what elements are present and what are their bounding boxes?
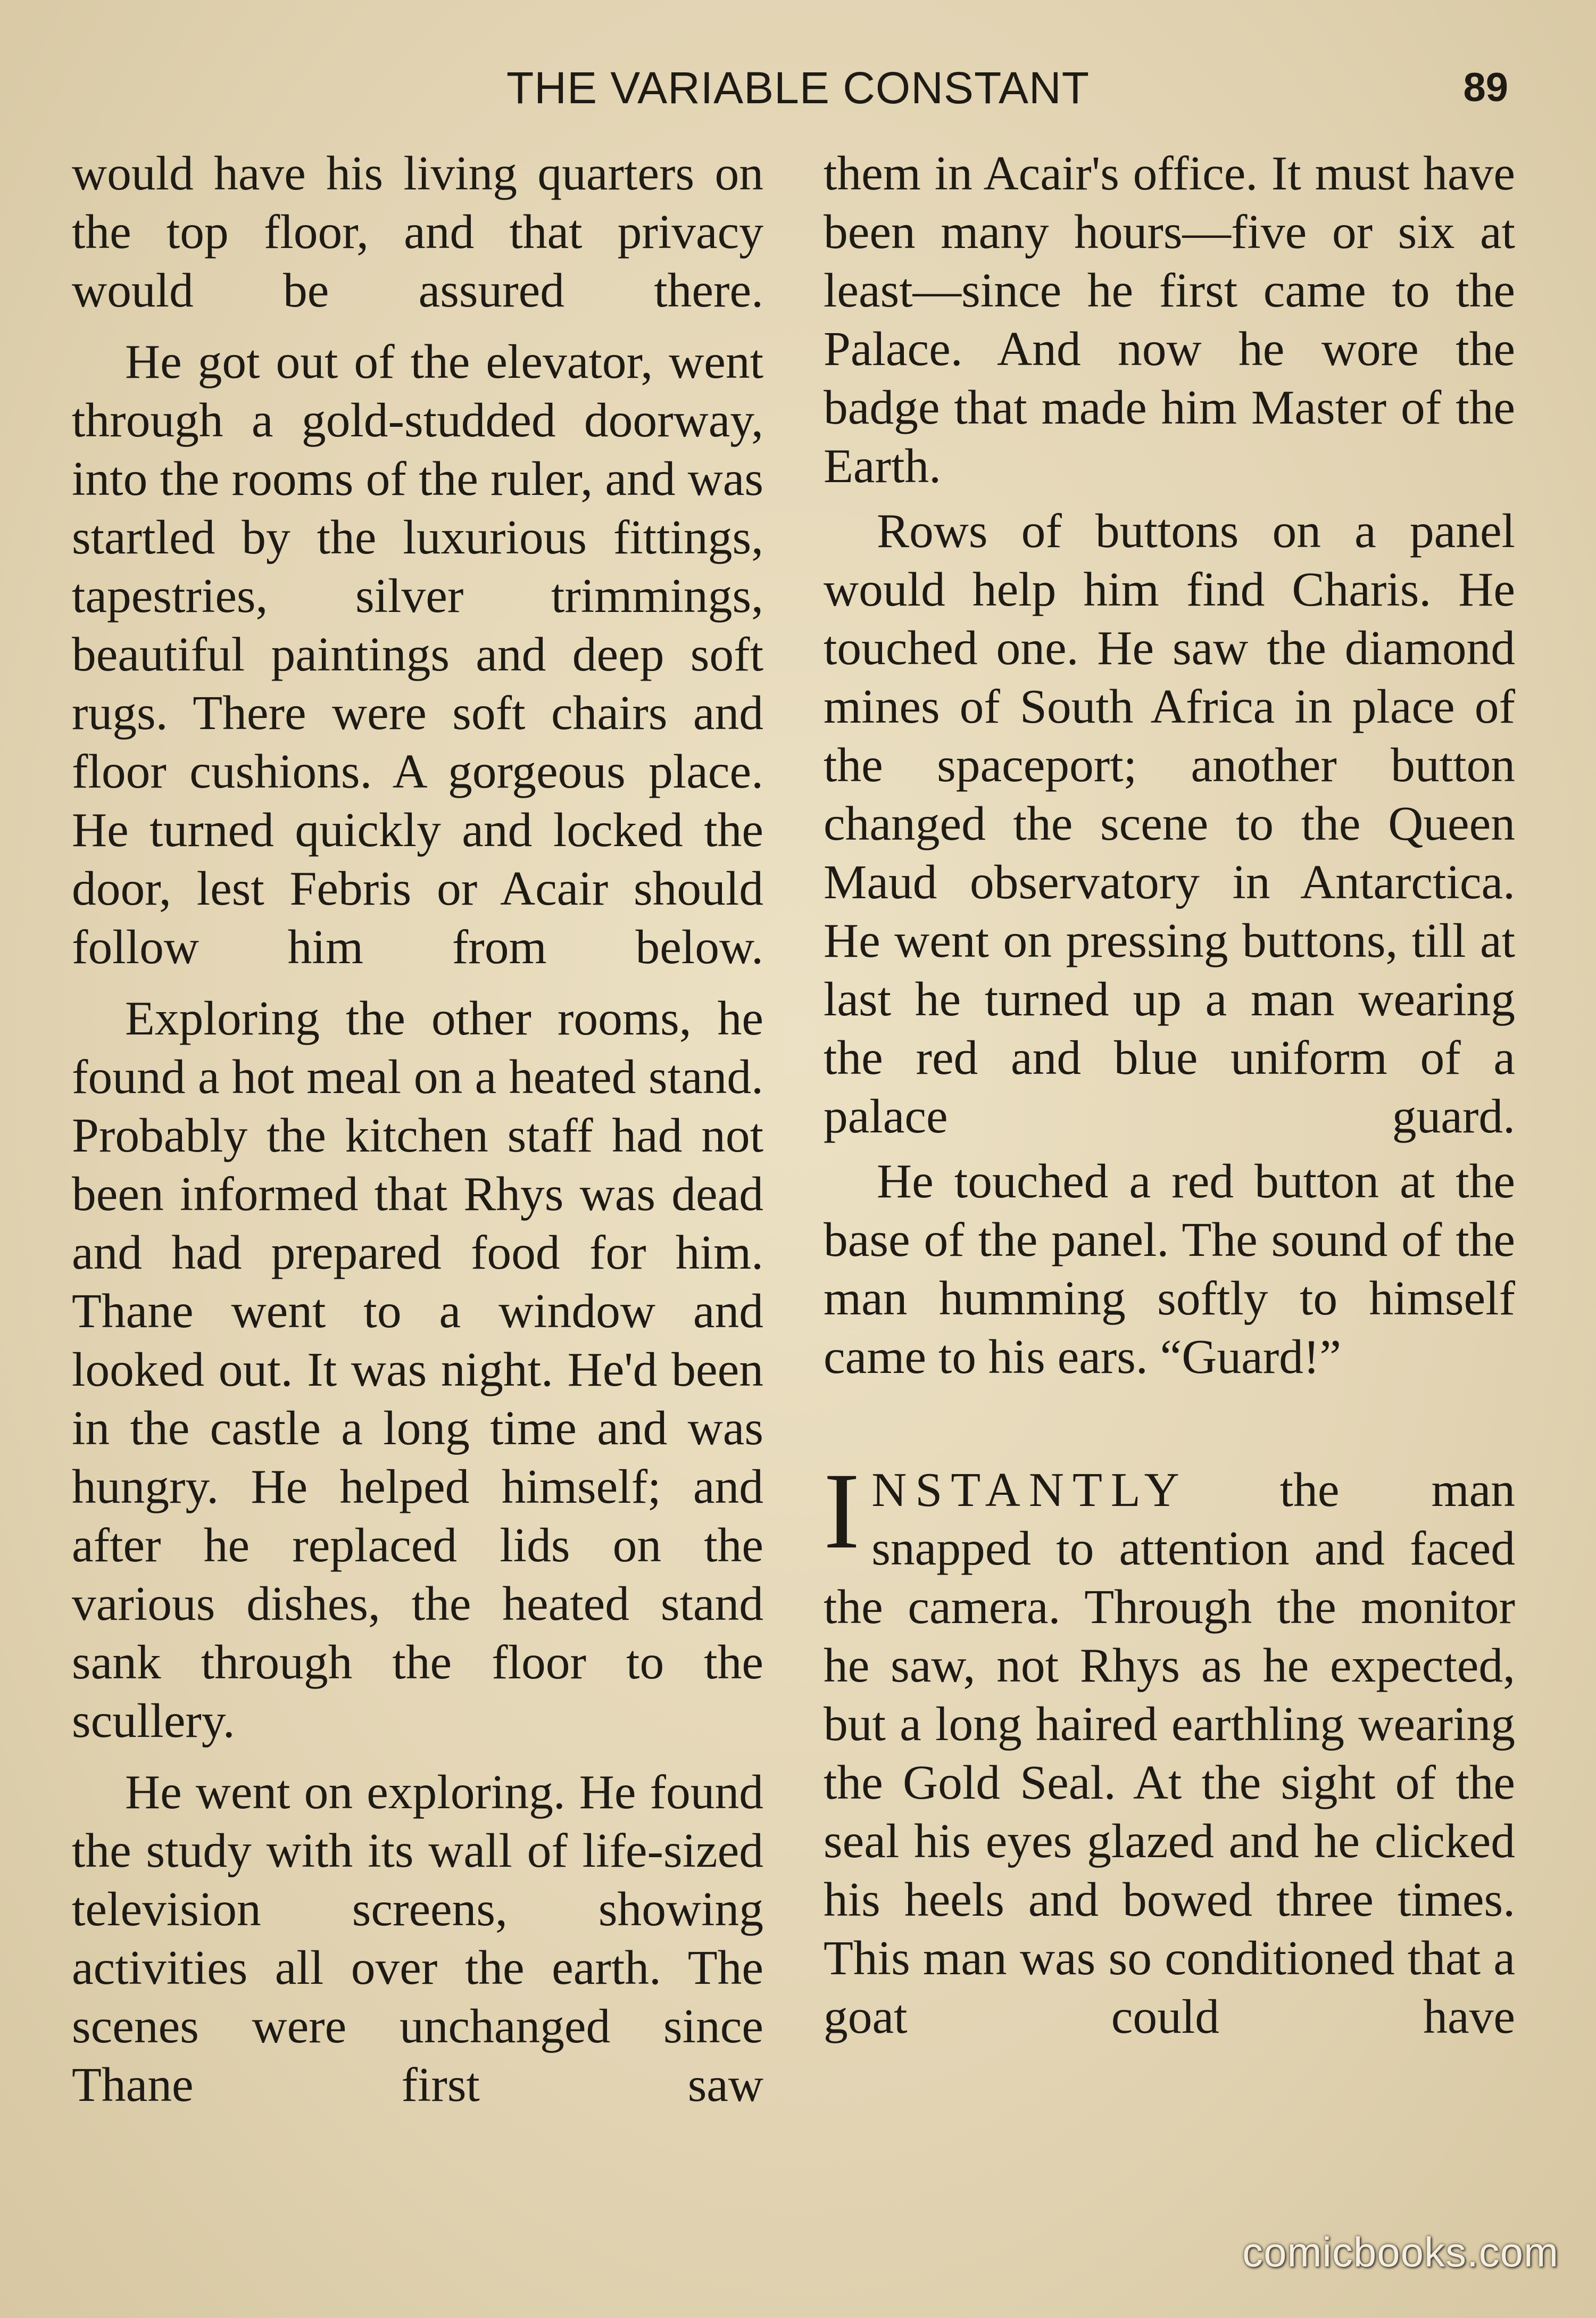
body-paragraph: He touched a red button at the base of the panel. The sound of the man humming softly to himself came to his ears. “Guard!” [824, 1154, 1515, 1384]
source-watermark: comicbooks.com [1242, 2229, 1559, 2275]
section-opening-paragraph [824, 1451, 1515, 2046]
left-column [72, 144, 763, 2114]
page-number: 89 [1463, 65, 1508, 110]
section-break [824, 1386, 1515, 1460]
right-column [824, 144, 1515, 2046]
body-paragraph: Rows of buttons on a panel would help him find Charis. He touched one. He saw the diamond mines of South Africa in place of the spaceport; another button changed the scene to the Queen Maud observatory in Antarctica. He went on pressing buttons, till at last he turned up a man wearing the red and blue uniform of a palace guard. [824, 503, 1515, 1143]
body-paragraph: He went on exploring. He found the study with its wall of life-sized television screens, showing activities all over the earth. The scenes were unchanged since Thane first saw [72, 1765, 763, 2112]
drop-cap: I [824, 1451, 860, 1571]
running-header-title: THE VARIABLE CONSTANT [506, 63, 1090, 113]
body-paragraph: would have his living quarters on the top floor, and that privacy would be assured there. [72, 146, 763, 317]
body-paragraph: He got out of the elevator, went through a gold-studded doorway, into the rooms of the ruler, and was startled by the luxurious fittings, tapestries, silver trimmings, beautiful paintings and deep soft rugs. There were soft chairs and floor cushions. A gorgeous place. He turned quickly and locked the door, lest Febris or Acair should follow him from below. [72, 334, 763, 974]
body-paragraph: them in Acair's office. It must have been many hours—five or six at least—since he first came to the Palace. And now he wore the badge that made him Master of the Earth. [824, 146, 1515, 493]
section-opening-text: the man snapped to attention and faced the camera. Through the monitor he saw, not Rhys as he expected, but a long haired earthling wearing the Gold Seal. At the sight of the seal his eyes glazed and he clicked his heels and bowed three times. This man was so conditioned that a goat could have [824, 1462, 1515, 2043]
body-paragraph: Exploring the other rooms, he found a hot meal on a heated stand. Probably the kitchen staff had not been informed that Rhys was dead and had prepared food for him. Thane went to a window and looked out. It was night. He'd been in the castle a long time and was hungry. He helped himself; and after he replaced lids on the various dishes, the heated stand sank through the floor to the scullery. [72, 991, 763, 1748]
small-caps-opening: NSTANTLY [871, 1462, 1188, 1517]
